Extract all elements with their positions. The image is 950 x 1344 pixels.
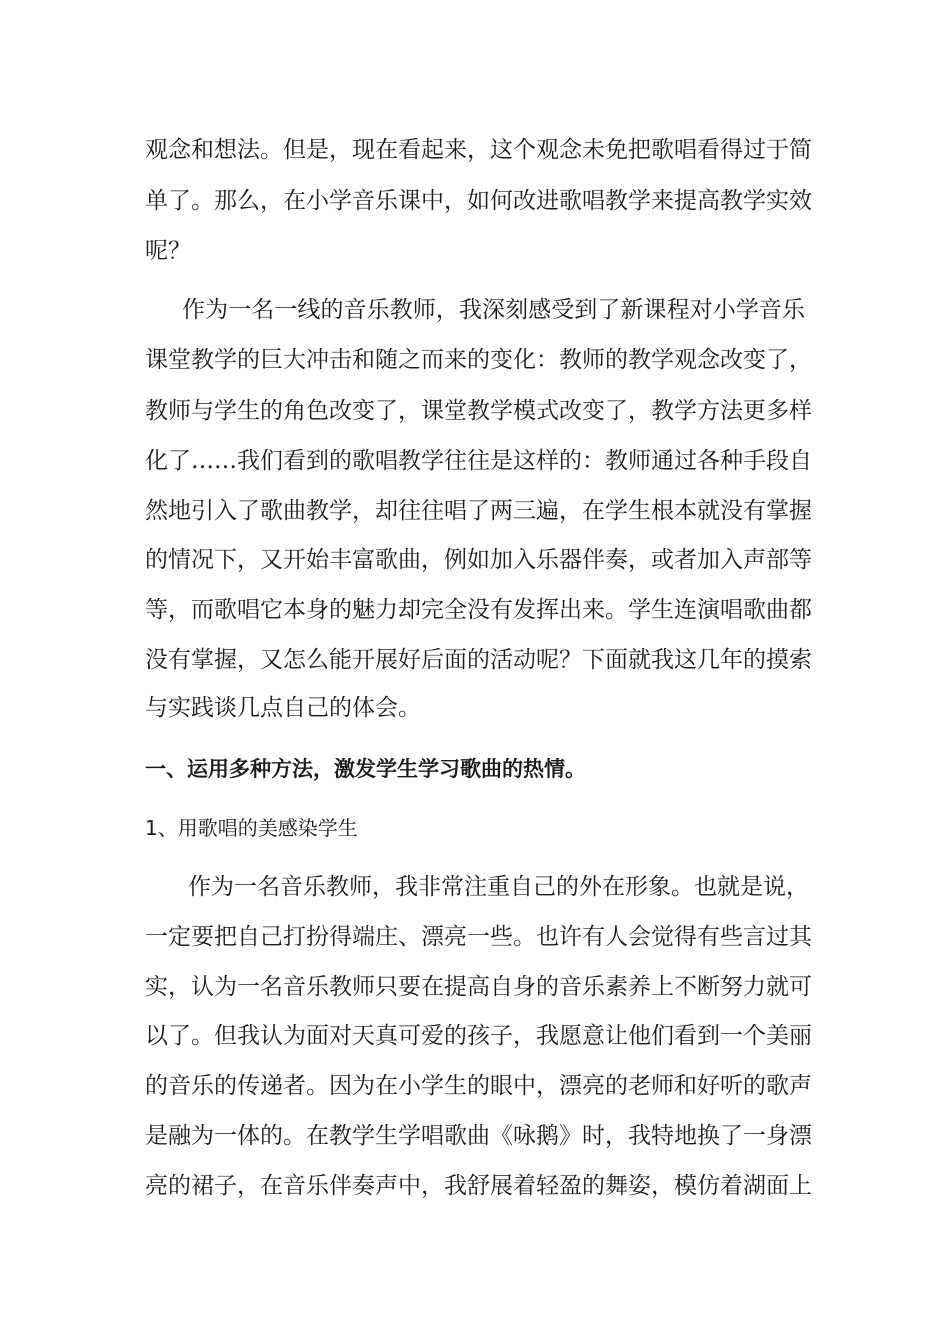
paragraph-3-line-7: 亮的裙子，在音乐伴奏声中，我舒展着轻盈的舞姿，模仿着湖面上 (145, 1173, 812, 1199)
paragraph-2-line-7: 等，而歌唱它本身的魅力却完全没有发挥出来。学生连演唱歌曲都 (145, 597, 812, 623)
paragraph-3-line-6: 是融为一体的。在教学生学唱歌曲《咏鹅》时，我特地换了一身漂 (145, 1123, 812, 1149)
paragraph-3-line-3: 实，认为一名音乐教师只要在提高自身的音乐素养上不断努力就可 (145, 974, 812, 1000)
subsection-heading: 1、用歌唱的美感染学生 (145, 816, 358, 840)
paragraph-2-line-6: 的情况下，又开始丰富歌曲，例如加入乐器伴奏，或者加入声部等 (145, 547, 812, 573)
paragraph-3-line-4: 以了。但我认为面对天真可爱的孩子，我愿意让他们看到一个美丽 (145, 1023, 812, 1049)
paragraph-1-line-2: 单了。那么，在小学音乐课中，如何改进歌唱教学来提高教学实效 (145, 188, 812, 214)
paragraph-1-line-1: 观念和想法。但是，现在看起来，这个观念未免把歌唱看得过于简 (145, 137, 812, 163)
paragraph-2-line-1: 作为一名一线的音乐教师，我深刻感受到了新课程对小学音乐 (182, 297, 805, 323)
paragraph-1-line-3: 呢？ (145, 238, 191, 264)
paragraph-2-line-3: 教师与学生的角色改变了，课堂教学模式改变了，教学方法更多样 (145, 398, 812, 424)
paragraph-3-line-2: 一定要把自己打扮得端庄、漂亮一些。也许有人会觉得有些言过其 (145, 924, 812, 950)
paragraph-2-line-8: 没有掌握，又怎么能开展好后面的活动呢？下面就我这几年的摸索 (145, 647, 812, 673)
section-heading: 一、运用多种方法，激发学生学习歌曲的热情。 (145, 757, 586, 781)
paragraph-2-line-5: 然地引入了歌曲教学，却往往唱了两三遍，在学生根本就没有掌握 (145, 498, 812, 524)
paragraph-3-line-1: 作为一名音乐教师，我非常注重自己的外在形象。也就是说， (188, 874, 809, 900)
paragraph-3-line-5: 的音乐的传递者。因为在小学生的眼中，漂亮的老师和好听的歌声 (145, 1073, 812, 1099)
paragraph-2-line-2: 课堂教学的巨大冲击和随之而来的变化：教师的教学观念改变了， (145, 347, 812, 373)
paragraph-2-line-4: 化了……我们看到的歌唱教学往往是这样的：教师通过各种手段自 (145, 448, 812, 474)
paragraph-2-line-9: 与实践谈几点自己的体会。 (145, 695, 421, 721)
